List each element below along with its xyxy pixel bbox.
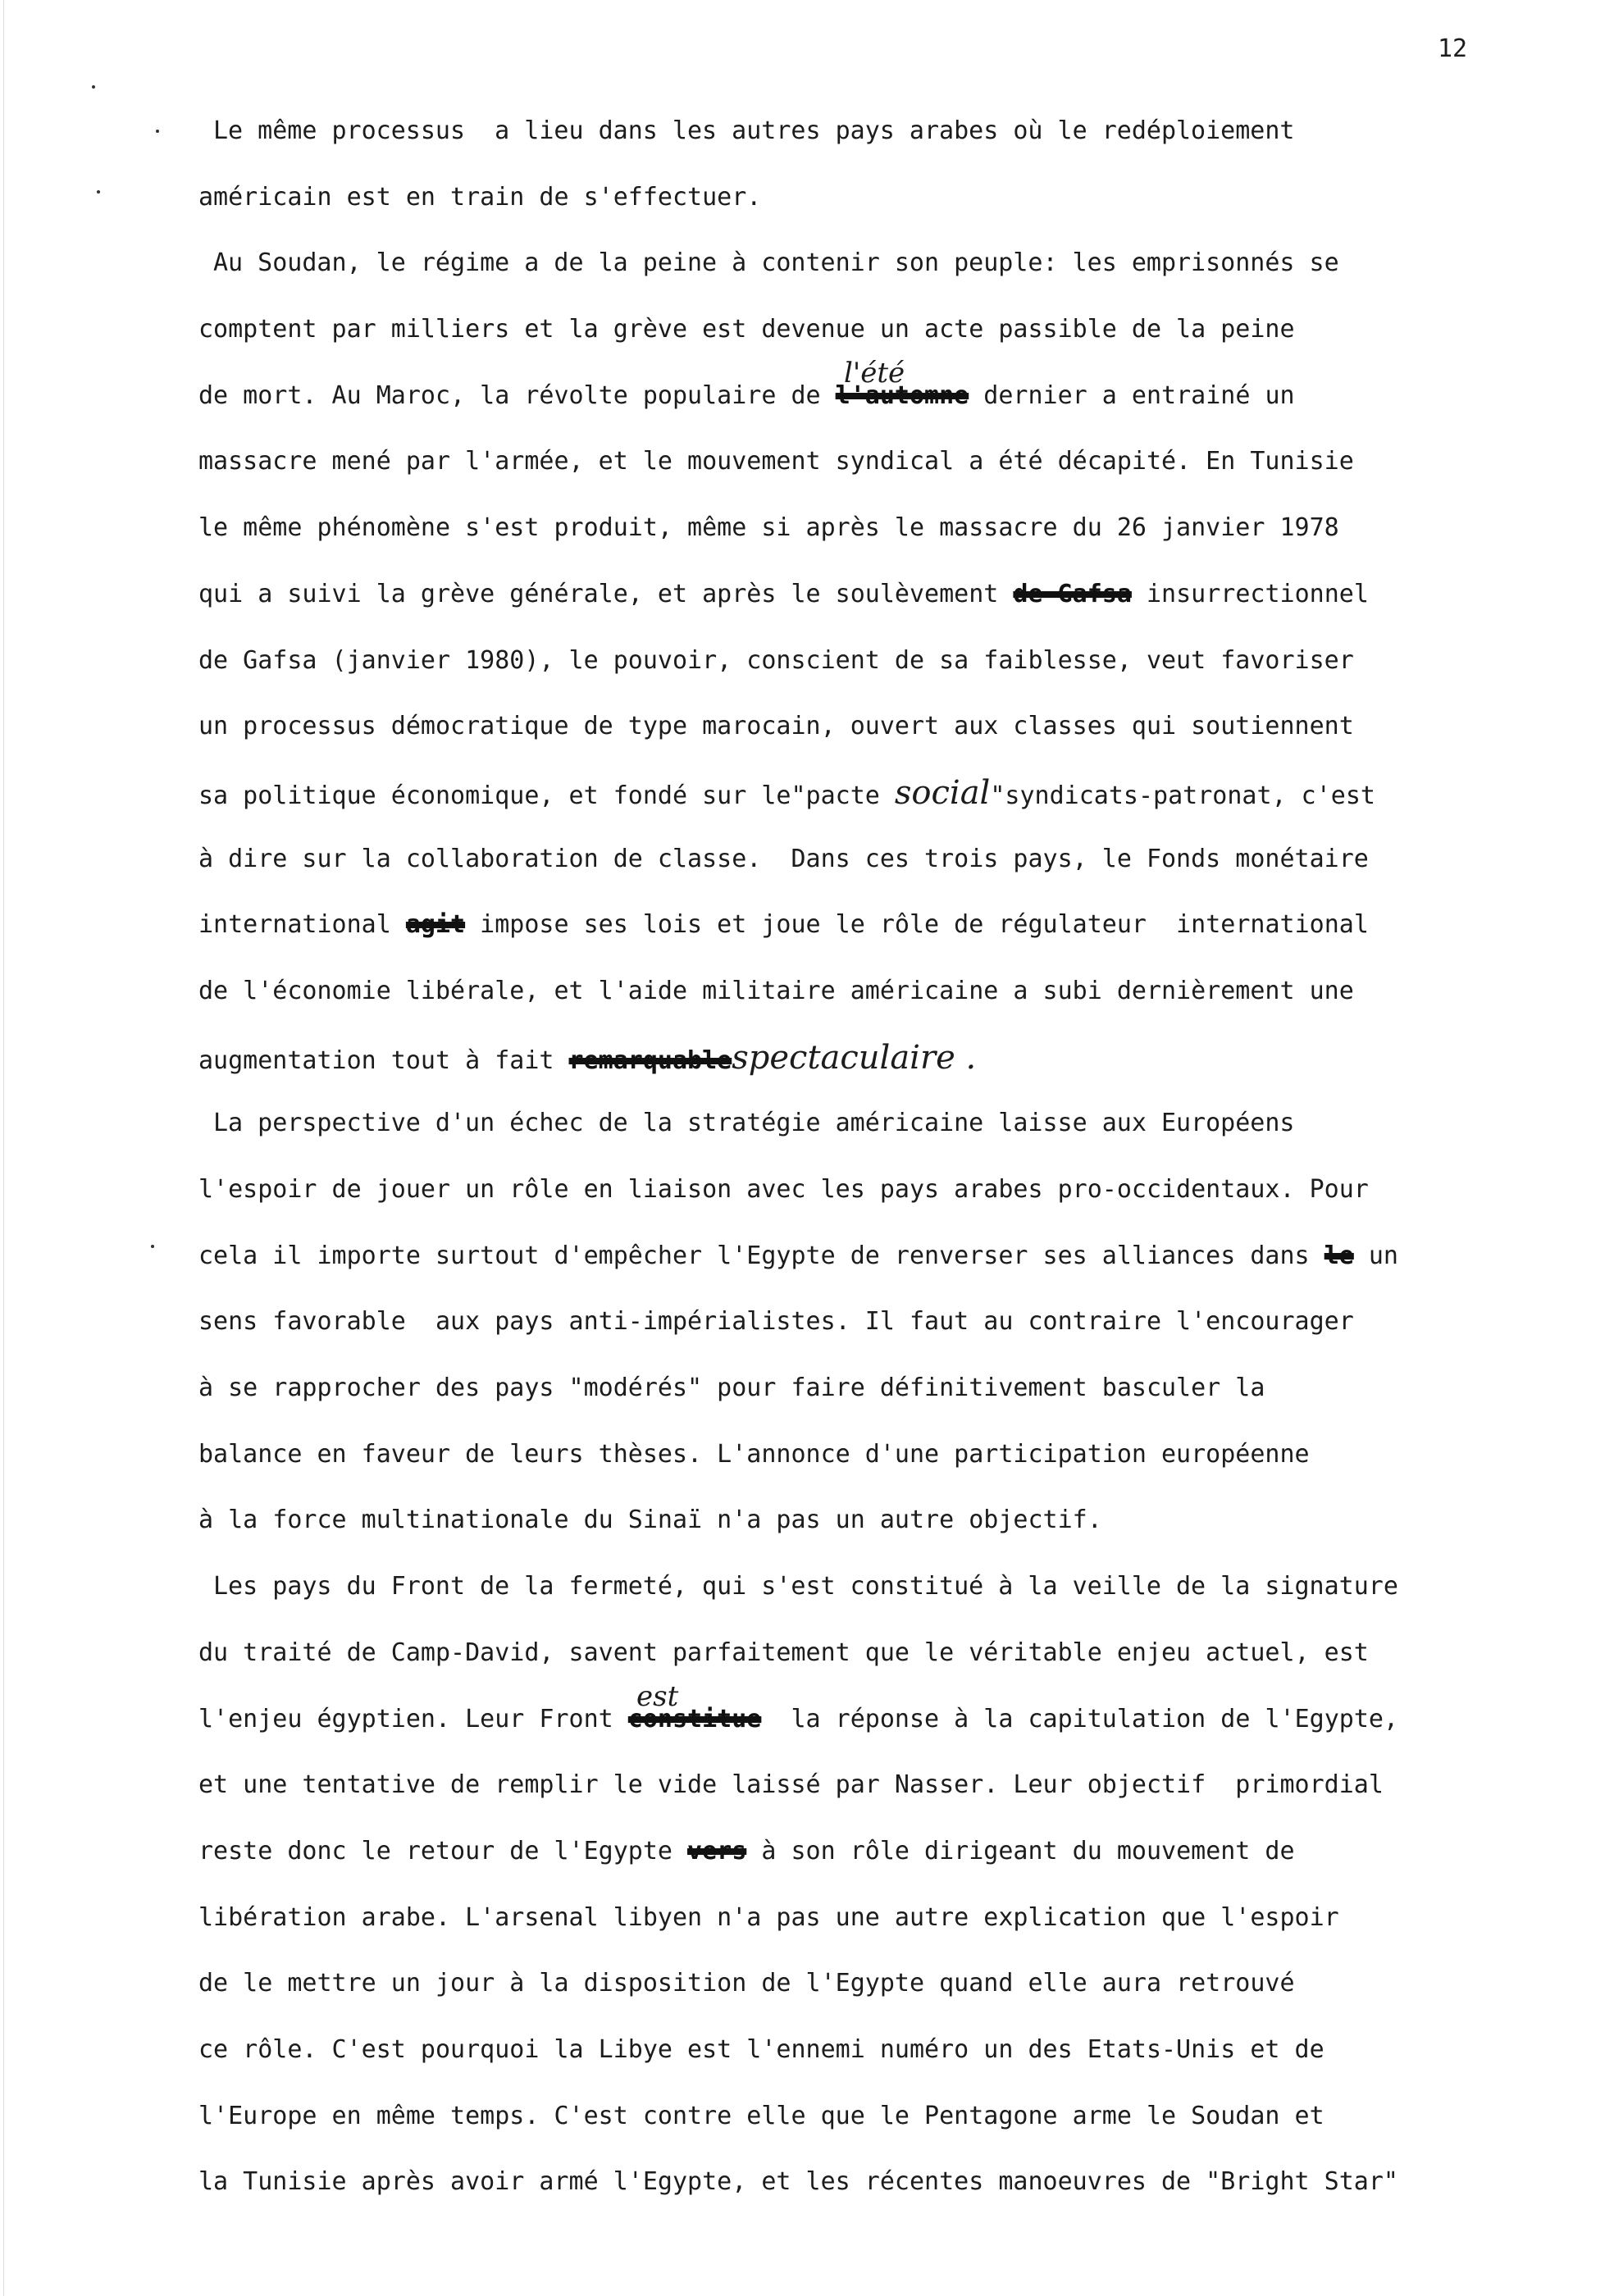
text-run: Les pays du Front de la fermeté, qui s'est constitué à la veille de la signature	[213, 1572, 1398, 1601]
text-line	[0, 1827, 1614, 1893]
text-line	[0, 2025, 1614, 2092]
text-run: "syndicats-patronat, c'est	[990, 781, 1375, 810]
struck-word: l'automne	[835, 380, 969, 410]
text-line	[0, 1496, 1614, 1562]
text-run: reste donc le retour de l'Egypte	[198, 1836, 688, 1866]
struck-word: constitue	[627, 1704, 762, 1733]
text-line	[0, 107, 1614, 173]
text-run: l'enjeu égyptien. Leur Front	[198, 1704, 628, 1733]
text-line	[0, 1165, 1614, 1232]
text-line	[0, 1232, 1614, 1298]
text-line	[0, 173, 1614, 239]
struck-word: le	[1324, 1241, 1354, 1270]
text-run: de mort. Au Maroc, la révolte populaire de	[198, 380, 836, 410]
text-run: sens favorable aux pays anti-impérialistes. Il faut au contraire l'encourager	[198, 1307, 1354, 1337]
text-line	[0, 1364, 1614, 1430]
text-line	[0, 1629, 1614, 1695]
struck-word: vers	[687, 1836, 747, 1866]
handwritten-insertion: social	[894, 773, 991, 812]
text-run: un	[1353, 1241, 1398, 1270]
text-run: comptent par milliers et la grève est devenue un acte passible de la peine	[198, 315, 1295, 344]
handwritten-correction: est	[636, 1679, 679, 1713]
text-line	[0, 900, 1614, 967]
text-run: sa politique économique, et fondé sur le"pacte	[198, 781, 895, 810]
page-number: 12	[1438, 34, 1468, 63]
text-run: à la force multinationale du Sinaï n'a pas un autre objectif.	[198, 1506, 1102, 1535]
text-line	[0, 967, 1614, 1033]
text-line	[0, 503, 1614, 570]
text-run: de Gafsa (janvier 1980), le pouvoir, conscient de sa faiblesse, veut favoriser	[198, 645, 1354, 675]
handwritten-correction: l'été	[844, 356, 905, 390]
text-line	[0, 356, 1614, 438]
text-line	[0, 437, 1614, 503]
text-run: l'Europe en même temps. C'est contre elle que le Pentagone arme le Soudan et	[198, 2101, 1324, 2130]
text-run: Le même processus a lieu dans les autres pays arabes où le redéploiement	[213, 116, 1295, 145]
text-run: balance en faveur de leurs thèses. L'annonce d'une participation européenne	[198, 1439, 1310, 1469]
text-line	[0, 1893, 1614, 1960]
text-run: impose ses lois et joue le rôle de régulateur international	[465, 910, 1369, 940]
text-run: qui a suivi la grève générale, et après le soulèvement	[198, 579, 1014, 608]
text-run: à dire sur la collaboration de classe. Dans ces trois pays, le Fonds monétaire	[198, 844, 1369, 873]
text-run: la réponse à la capitulation de l'Egypte,	[761, 1704, 1399, 1733]
document-body	[0, 107, 1614, 2224]
text-run: augmentation tout à fait	[198, 1046, 569, 1075]
text-run: américain est en train de s'effectuer.	[198, 182, 762, 212]
text-run: de le mettre un jour à la disposition de l'Egypte quand elle aura retrouvé	[198, 1969, 1295, 1998]
text-run: libération arabe. L'arsenal libyen n'a pas une autre explication que l'espoir	[198, 1902, 1339, 1932]
text-line	[0, 305, 1614, 371]
text-line	[0, 702, 1614, 768]
text-run: à se rapprocher des pays "modérés" pour faire définitivement basculer la	[198, 1374, 1265, 1403]
text-line	[0, 1099, 1614, 1165]
text-run: du traité de Camp-David, savent parfaitement que le véritable enjeu actuel, est	[198, 1638, 1369, 1667]
text-run: La perspective d'un échec de la stratégie américaine laisse aux Européens	[213, 1109, 1295, 1138]
text-line	[0, 835, 1614, 901]
text-line	[0, 636, 1614, 703]
text-line	[0, 1562, 1614, 1629]
text-line	[0, 1959, 1614, 2025]
text-line	[0, 239, 1614, 305]
text-line	[0, 1761, 1614, 1827]
text-line	[0, 1679, 1614, 1761]
struck-word: de Gafsa	[1013, 579, 1132, 608]
text-run: à son rôle dirigeant du mouvement de	[746, 1836, 1295, 1866]
text-run: l'espoir de jouer un rôle en liaison avec les pays arabes pro-occidentaux. Pour	[198, 1175, 1369, 1204]
text-run: international	[198, 910, 406, 940]
margin-mark	[92, 85, 95, 89]
text-run: un processus démocratique de type marocain, ouvert aux classes qui soutiennent	[198, 712, 1354, 741]
text-run: le même phénomène s'est produit, même si après le massacre du 26 janvier 1978	[198, 513, 1339, 543]
text-run: Au Soudan, le régime a de la peine à contenir son peuple: les emprisonnés se	[213, 248, 1339, 278]
text-line	[0, 570, 1614, 636]
text-run: cela il importe surtout d'empêcher l'Egypte de renverser ses alliances dans	[198, 1241, 1324, 1270]
handwritten-insertion: spectaculaire .	[732, 1038, 977, 1077]
text-run: de l'économie libérale, et l'aide militaire américaine a subi dernièrement une	[198, 976, 1354, 1005]
text-run: la Tunisie après avoir armé l'Egypte, et les récentes manoeuvres de "Bright Star"	[198, 2167, 1398, 2197]
struck-word: remarquable	[568, 1046, 732, 1075]
text-line	[0, 768, 1614, 835]
text-run: insurrectionnel	[1131, 579, 1369, 608]
text-run: dernier a entrainé un	[969, 380, 1295, 410]
text-line	[0, 2092, 1614, 2158]
text-run: massacre mené par l'armée, et le mouvement syndical a été décapité. En Tunisie	[198, 447, 1354, 476]
text-line	[0, 1297, 1614, 1364]
text-line	[0, 1033, 1614, 1100]
text-run: et une tentative de remplir le vide laissé par Nasser. Leur objectif primordial	[198, 1770, 1384, 1800]
text-run: ce rôle. C'est pourquoi la Libye est l'ennemi numéro un des Etats-Unis et de	[198, 2034, 1324, 2064]
text-line	[0, 1430, 1614, 1496]
text-line	[0, 2157, 1614, 2224]
struck-word: agit	[405, 910, 466, 940]
